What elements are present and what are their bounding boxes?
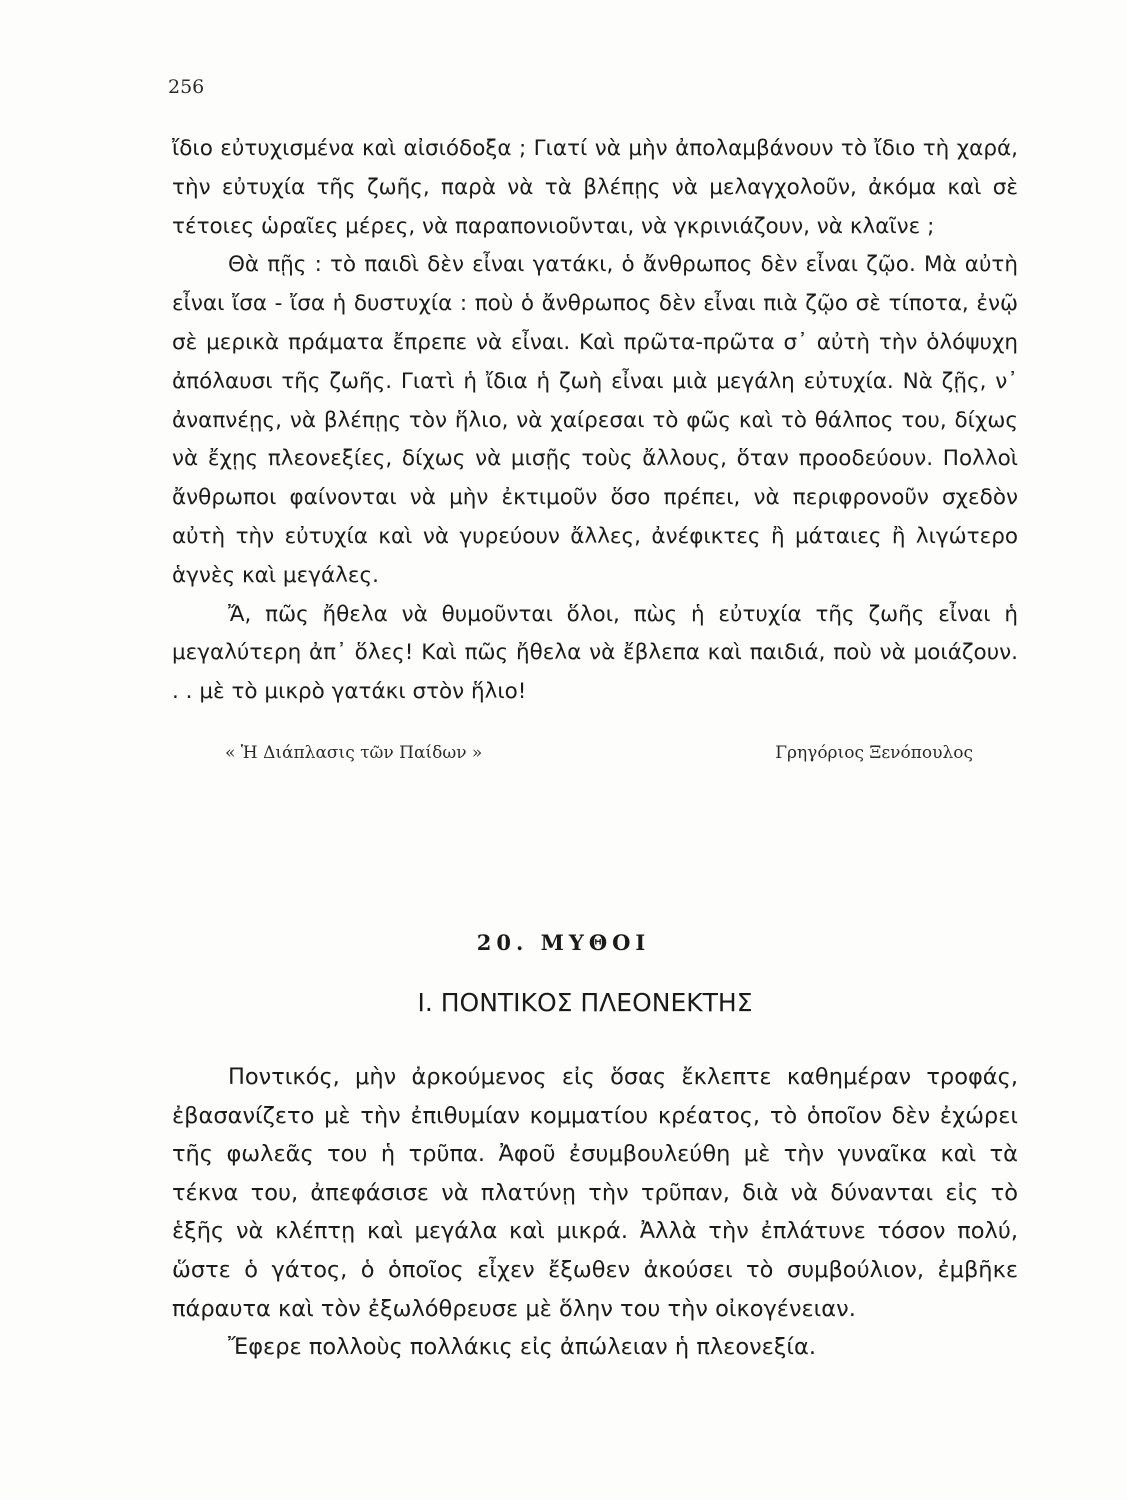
paragraph: Ἄ, πῶς ἤθελα νὰ θυμοῦνται ὅλοι, πὼς ἡ εὐτυχία τῆς ζωῆς εἶναι ἡ μεγαλύτερη ἀπ᾿ ὅλες! Καὶ πῶς ἤθελα νὰ ἔβλεπα καὶ παιδιά, ποὺ νὰ μοιάζουν. . . μὲ τὸ μικρὸ γατάκι στὸν ἥλιο! [172, 601, 1018, 705]
page-number: 256 [168, 76, 205, 98]
passage-xenopoulos [172, 130, 1018, 712]
passage-fable [172, 1058, 1018, 1367]
source-publication: « Ἡ Διάπλασις τῶν Παίδων » [225, 743, 483, 763]
paragraph: ἴδιο εὐτυχισμένα καὶ αἰσιόδοξα ; Γιατί νὰ μὴν ἀπολαμβάνουν τὸ ἴδιο τὴ χαρά, τὴν εὐτυχία τῆς ζωῆς, παρὰ νὰ τὰ βλέπῃς νὰ μελαγχολοῦν, ἀκόμα καὶ σὲ τέτοιες ὡραῖες μέρες, νὰ παραπονιοῦνται, νὰ γκρινιάζουν, νὰ κλαῖνε ; [172, 136, 1018, 239]
source-author: Γρηγόριος Ξενόπουλος [775, 743, 973, 763]
paragraph: Ἔφερε πολλοὺς πολλάκις εἰς ἀπώλειαν ἡ πλεονεξία. [228, 1334, 816, 1361]
paragraph: Ποντικός, μὴν ἀρκούμενος εἰς ὅσας ἔκλεπτε καθημέραν τροφάς, ἐβασανίζετο μὲ τὴν ἐπιθυμίαν κομματίου κρέατος, τὸ ὁποῖον δὲν ἐχώρει τῆς φωλεᾶς του ἡ τρῦπα. Ἀφοῦ ἐσυμβουλεύθη μὲ τὴν γυναῖκα καὶ τὰ τέκνα του, ἀπεφάσισε νὰ πλατύνῃ τὴν τρῦπαν, διὰ νὰ δύνανται εἰς τὸ ἑξῆς νὰ κλέπτῃ καὶ μεγάλα καὶ μικρά. Ἀλλὰ τὴν ἐπλάτυνε τόσον πολύ, ὥστε ὁ γάτος, ὁ ὁποῖος εἶχεν ἔξωθεν ἀκούσει τὸ συμβούλιον, ἐμβῆκε πάραυτα καὶ τὸν ἐξωλόθρευσε μὲ ὅλην του τὴν οἰκογένειαν. [172, 1064, 1018, 1322]
story-title: Ι. ΠΟΝΤΙΚΟΣ ΠΛΕΟΝΕΚΤΗΣ [417, 988, 753, 1017]
paragraph: Θὰ πῇς : τὸ παιδὶ δὲν εἶναι γατάκι, ὁ ἄνθρωπος δὲν εἶναι ζῷο. Μὰ αὐτὴ εἶναι ἴσα - ἴσα ἡ δυστυχία : ποὺ ὁ ἄνθρωπος δὲν εἶναι πιὰ ζῷο σὲ τίποτα, ἐνῷ σὲ μερικὰ πράματα ἔπρεπε νὰ εἶναι. Καὶ πρῶτα-πρῶτα σ᾿ αὐτὴ τὴν ὁλόψυχη ἀπόλαυσι τῆς ζωῆς. Γιατὶ ἡ ἴδια ἡ ζωὴ εἶναι μιὰ μεγάλη εὐτυχία. Νὰ ζῇς, ν᾿ ἀναπνέῃς, νὰ βλέπῃς τὸν ἥλιο, νὰ χαίρεσαι τὸ φῶς καὶ τὸ θάλπος του, δίχως νὰ ἔχῃς πλεονεξίες, δίχως νὰ μισῇς τοὺς ἄλλους, ὅταν προοδεύουν. Πολλοὶ ἄνθρωποι φαίνονται νὰ μὴν ἐκτιμοῦν ὅσο πρέπει, νὰ περιφρονοῦν σχεδὸν αὐτὴ τὴν εὐτυχία καὶ νὰ γυρεύουν ἄλλες, ἀνέφικτες ἢ μάταιες ἢ λιγώτερο ἁγνὲς καὶ μεγάλες. [172, 252, 1018, 588]
section-title: 20. ΜΥΘΟΙ [476, 930, 651, 955]
